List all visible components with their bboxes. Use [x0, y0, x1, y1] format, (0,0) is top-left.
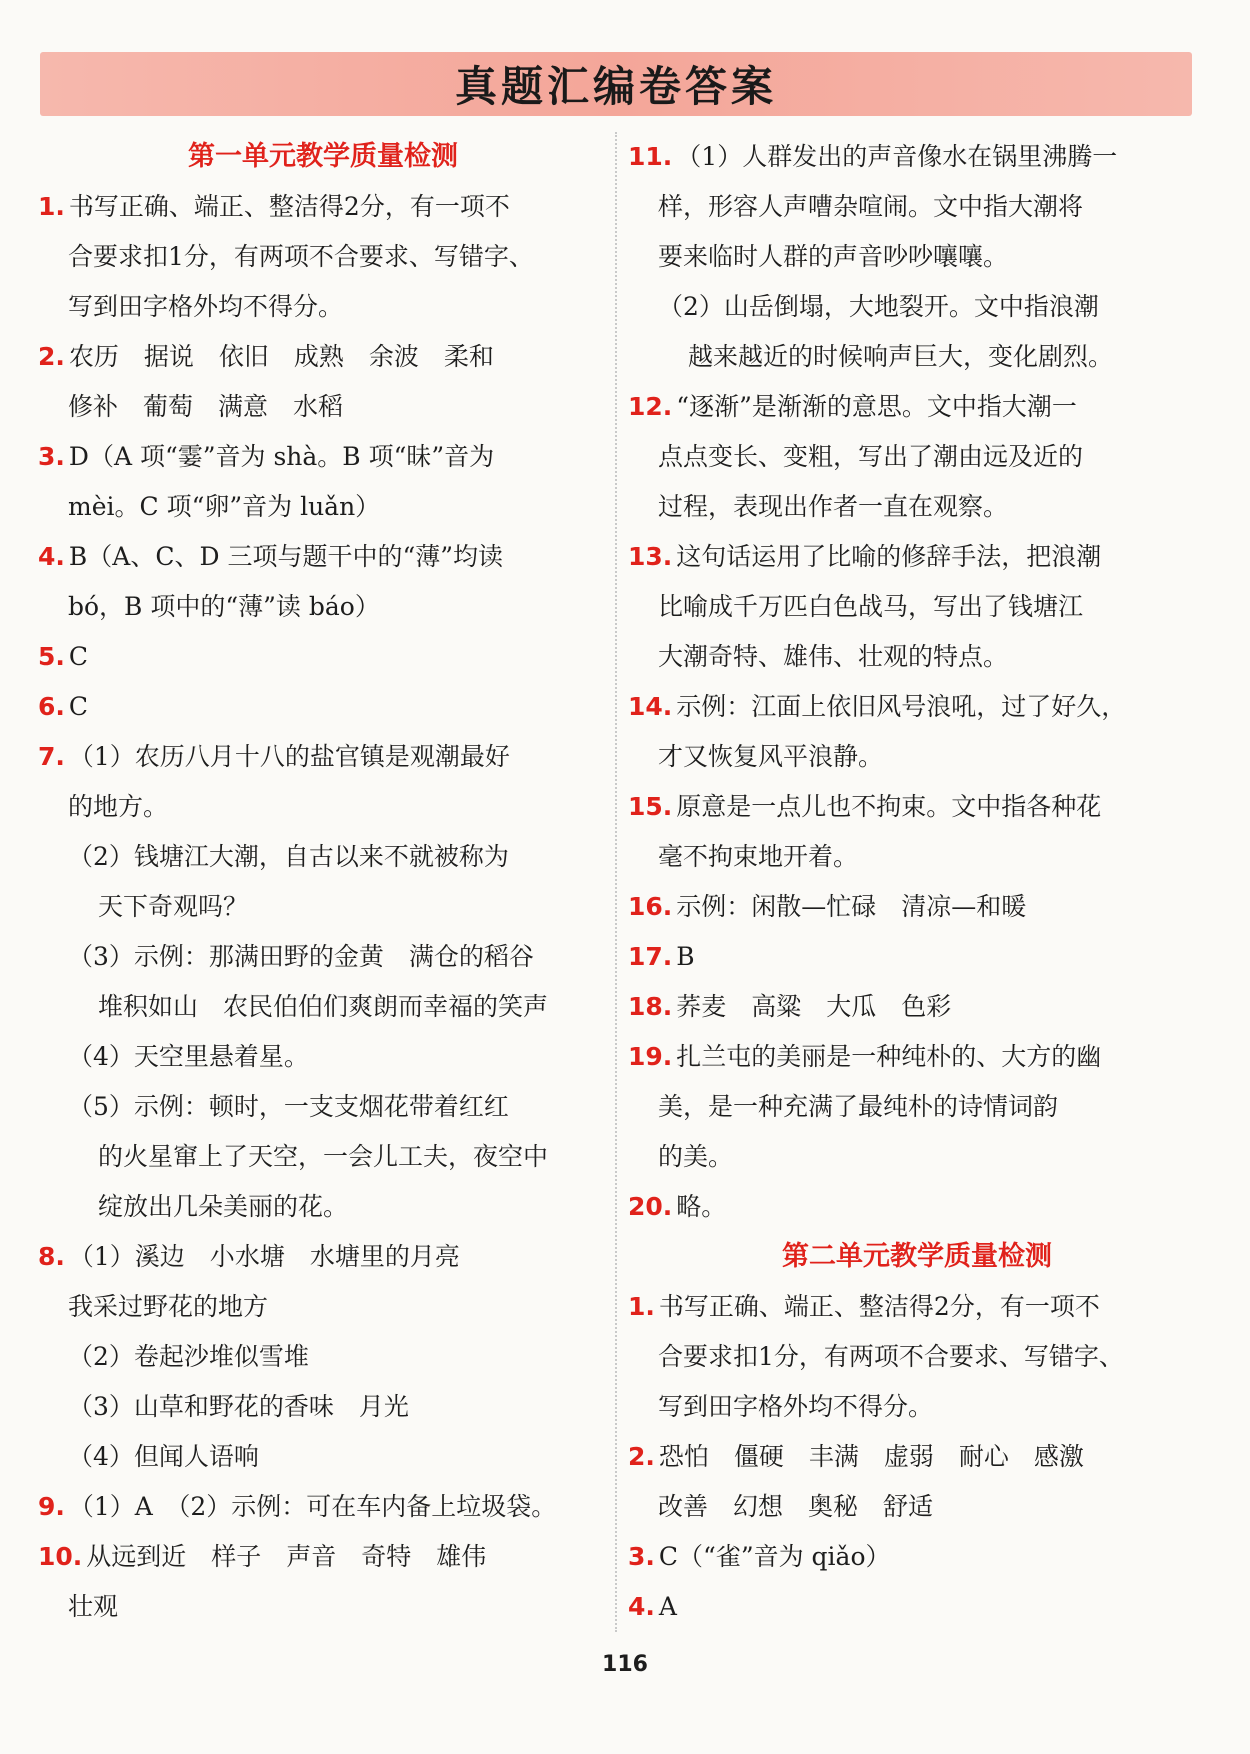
answer-text: C（“雀”音为 qiǎo） [658, 1542, 891, 1571]
answer-line [68, 982, 608, 1032]
answer-line [68, 1132, 608, 1182]
answer-line [38, 182, 608, 232]
answer-text: 示例：江面上依旧风号浪吼，过了好久， [676, 692, 1127, 721]
answer-line [38, 282, 608, 332]
question-number: 13. [628, 542, 673, 571]
answer-text: “逐渐”是渐渐的意思。文中指大潮一 [676, 392, 1077, 421]
answer-line [68, 1332, 608, 1382]
page-number: 116 [602, 1652, 648, 1677]
answer-list-right-top [628, 132, 1206, 1232]
question-number: 12. [628, 392, 673, 421]
answer-line [38, 1282, 608, 1332]
answer-text: 扎兰屯的美丽是一种纯朴的、大方的幽 [676, 1042, 1102, 1071]
question-number: 8. [38, 1242, 65, 1271]
answer-item [628, 982, 1206, 1032]
answer-item [38, 932, 608, 1032]
answer-line [628, 432, 1206, 482]
answer-line [628, 1382, 1206, 1432]
answer-line [628, 982, 1206, 1032]
answer-line [38, 1232, 608, 1282]
column-divider [615, 132, 617, 1632]
answer-item [38, 732, 608, 832]
answer-text: （3）示例：那满田野的金黄 满仓的稻谷 [68, 942, 534, 971]
answer-line [38, 332, 608, 382]
question-number: 2. [38, 342, 65, 371]
question-number: 17. [628, 942, 673, 971]
answer-text: 天下奇观吗？ [98, 892, 249, 921]
question-number: 1. [628, 1292, 655, 1321]
answer-text: 样，形容人声嘈杂喧闹。文中指大潮将 [658, 192, 1084, 221]
answer-text: 这句话运用了比喻的修辞手法，把浪潮 [676, 542, 1102, 571]
answer-text: （5）示例：顿时，一支支烟花带着红红 [68, 1092, 509, 1121]
question-number: 3. [38, 442, 65, 471]
answer-line [38, 582, 608, 632]
answer-line [68, 832, 608, 882]
question-number: 20. [628, 1192, 673, 1221]
answer-line [38, 532, 608, 582]
answer-line [628, 1032, 1206, 1082]
answer-item [38, 532, 608, 632]
question-number: 6. [38, 692, 65, 721]
answer-text: 过程，表现出作者一直在观察。 [658, 492, 1009, 521]
answer-line [68, 1082, 608, 1132]
page-title: 真题汇编卷答案 [454, 62, 777, 111]
answer-text: 修补 葡萄 满意 水稻 [68, 392, 344, 421]
answer-text: 我采过野花的地方 [68, 1292, 269, 1321]
answer-text: （4）但闻人语响 [68, 1442, 259, 1471]
answer-text: 的美。 [658, 1142, 734, 1171]
answer-line [628, 482, 1206, 532]
answer-line [38, 1582, 608, 1632]
answer-text: 书写正确、端正、整洁得2分，有一项不 [658, 1292, 1100, 1321]
answer-text: 恐怕 僵硬 丰满 虚弱 耐心 感激 [658, 1442, 1084, 1471]
answer-text: 原意是一点儿也不拘束。文中指各种花 [676, 792, 1102, 821]
answer-text: 美，是一种充满了最纯朴的诗情词韵 [658, 1092, 1059, 1121]
answer-item [38, 182, 608, 332]
answer-text: 的火星窜上了天空，一会儿工夫，夜空中 [98, 1142, 549, 1171]
answer-line [68, 1032, 608, 1082]
answer-line [628, 682, 1206, 732]
answer-item [628, 132, 1206, 282]
answer-item [628, 882, 1206, 932]
answer-text: D（A 项“霎”音为 shà。B 项“昧”音为 [68, 442, 495, 471]
answer-item [38, 1232, 608, 1332]
answer-item [38, 332, 608, 432]
question-number: 4. [38, 542, 65, 571]
answer-text: 壮观 [68, 1592, 119, 1621]
answer-line [38, 682, 608, 732]
answer-item [628, 1532, 1206, 1582]
answer-text: 比喻成千万匹白色战马，写出了钱塘江 [658, 592, 1084, 621]
answer-line [38, 382, 608, 432]
question-number: 10. [38, 1542, 83, 1571]
answer-line [628, 1332, 1206, 1382]
answer-text: B（A、C、D 三项与题干中的“薄”均读 [68, 542, 504, 571]
answer-line [628, 382, 1206, 432]
answer-line [68, 1432, 608, 1482]
answer-line [628, 1582, 1206, 1632]
question-number: 9. [38, 1492, 65, 1521]
section-title-unit-1: 第一单元教学质量检测 [188, 141, 458, 172]
answer-item [38, 1082, 608, 1232]
answer-line [38, 782, 608, 832]
question-number: 4. [628, 1592, 655, 1621]
answer-item [38, 1482, 608, 1532]
answer-text: mèi。C 项“卵”音为 luǎn） [68, 492, 381, 521]
answer-line [628, 1182, 1206, 1232]
answer-text: 合要求扣1分，有两项不合要求、写错字、 [68, 242, 534, 271]
answer-text: 写到田字格外均不得分。 [68, 292, 344, 321]
answer-line [628, 632, 1206, 682]
answer-text: 荞麦 高粱 大瓜 色彩 [676, 992, 952, 1021]
answer-text: 点点变长、变粗，写出了潮由远及近的 [658, 442, 1084, 471]
answer-item [38, 1432, 608, 1482]
answer-item [628, 682, 1206, 782]
answer-line [628, 932, 1206, 982]
answer-list-left [38, 182, 608, 1632]
answer-line [38, 482, 608, 532]
answer-text: （3）山草和野花的香味 月光 [68, 1392, 409, 1421]
answer-item [628, 782, 1206, 882]
answer-text: 从远到近 样子 声音 奇特 雄伟 [86, 1542, 487, 1571]
answer-text: C [68, 692, 89, 721]
question-number: 2. [628, 1442, 655, 1471]
question-number: 5. [38, 642, 65, 671]
answer-line [38, 232, 608, 282]
answer-line [628, 1482, 1206, 1532]
answer-line [628, 732, 1206, 782]
answer-line [38, 732, 608, 782]
answer-line [38, 1482, 608, 1532]
answer-text: 写到田字格外均不得分。 [658, 1392, 934, 1421]
answer-line [628, 1132, 1206, 1182]
answer-text: （4）天空里悬着星。 [68, 1042, 309, 1071]
answer-item [628, 1032, 1206, 1182]
answer-text: （2）卷起沙堆似雪堆 [68, 1342, 309, 1371]
answer-text: 合要求扣1分，有两项不合要求、写错字、 [658, 1342, 1124, 1371]
answer-line [68, 882, 608, 932]
question-number: 1. [38, 192, 65, 221]
answer-text: （1）人群发出的声音像水在锅里沸腾一 [676, 142, 1118, 171]
answer-line [628, 1082, 1206, 1132]
answer-item [628, 382, 1206, 532]
answer-text: 绽放出几朵美丽的花。 [98, 1192, 349, 1221]
answer-line [628, 132, 1206, 182]
answer-text: （1）A （2）示例：可在车内备上垃圾袋。 [68, 1492, 557, 1521]
question-number: 14. [628, 692, 673, 721]
answer-text: 毫不拘束地开着。 [658, 842, 859, 871]
answer-text: 改善 幻想 奥秘 舒适 [658, 1492, 934, 1521]
answer-item [628, 1582, 1206, 1632]
answer-line [68, 1182, 608, 1232]
answer-line [38, 432, 608, 482]
answer-item [38, 682, 608, 732]
question-number: 15. [628, 792, 673, 821]
left-column [38, 132, 608, 1632]
answer-line [68, 932, 608, 982]
answer-item [38, 1032, 608, 1082]
answer-text: C [68, 642, 89, 671]
answer-text: （2）钱塘江大潮，自古以来不就被称为 [68, 842, 509, 871]
right-column [628, 132, 1206, 1632]
answer-text: 堆积如山 农民伯伯们爽朗而幸福的笑声 [98, 992, 549, 1021]
answer-line [658, 282, 1206, 332]
answer-item [628, 532, 1206, 682]
answer-text: （1）溪边 小水塘 水塘里的月亮 [68, 1242, 460, 1271]
answer-text: （2）山岳倒塌，大地裂开。文中指浪潮 [658, 292, 1099, 321]
question-number: 3. [628, 1542, 655, 1571]
answer-item [38, 1532, 608, 1632]
answer-item [38, 1332, 608, 1382]
answer-line [658, 332, 1206, 382]
answer-line [628, 832, 1206, 882]
section-title-unit-2: 第二单元教学质量检测 [782, 1241, 1052, 1272]
question-number: 16. [628, 892, 673, 921]
answer-item [38, 632, 608, 682]
answer-line [628, 1532, 1206, 1582]
answer-text: 书写正确、端正、整洁得2分，有一项不 [68, 192, 510, 221]
answer-text: 越来越近的时候响声巨大，变化剧烈。 [688, 342, 1114, 371]
answer-line [38, 632, 608, 682]
answer-item [628, 932, 1206, 982]
question-number: 11. [628, 142, 673, 171]
question-number: 7. [38, 742, 65, 771]
answer-item [38, 832, 608, 932]
answer-line [628, 232, 1206, 282]
answer-text: B [676, 942, 695, 971]
answer-text: 略。 [676, 1192, 727, 1221]
answer-list-right-bottom [628, 1282, 1206, 1632]
answer-text: bó，B 项中的“薄”读 báo） [68, 592, 380, 621]
answer-item [628, 282, 1206, 382]
answer-text: （1）农历八月十八的盐官镇是观潮最好 [68, 742, 510, 771]
answer-item [38, 1382, 608, 1432]
answer-line [628, 532, 1206, 582]
answer-line [628, 1282, 1206, 1332]
answer-item [628, 1182, 1206, 1232]
question-number: 18. [628, 992, 673, 1021]
answer-text: 农历 据说 依旧 成熟 余波 柔和 [68, 342, 494, 371]
answer-item [628, 1282, 1206, 1432]
answer-text: 要来临时人群的声音吵吵嚷嚷。 [658, 242, 1009, 271]
answer-text: 的地方。 [68, 792, 169, 821]
answer-text: 示例：闲散—忙碌 清凉—和暖 [676, 892, 1027, 921]
answer-line [628, 1432, 1206, 1482]
answer-text: 才又恢复风平浪静。 [658, 742, 884, 771]
answer-line [628, 782, 1206, 832]
answer-line [628, 882, 1206, 932]
question-number: 19. [628, 1042, 673, 1071]
answer-text: 大潮奇特、雄伟、壮观的特点。 [658, 642, 1009, 671]
answer-item [628, 1432, 1206, 1532]
answer-item [38, 432, 608, 532]
answer-line [628, 182, 1206, 232]
answer-text: A [658, 1592, 677, 1621]
answer-line [68, 1382, 608, 1432]
answer-line [38, 1532, 608, 1582]
answer-line [628, 582, 1206, 632]
title-banner [40, 52, 1192, 116]
